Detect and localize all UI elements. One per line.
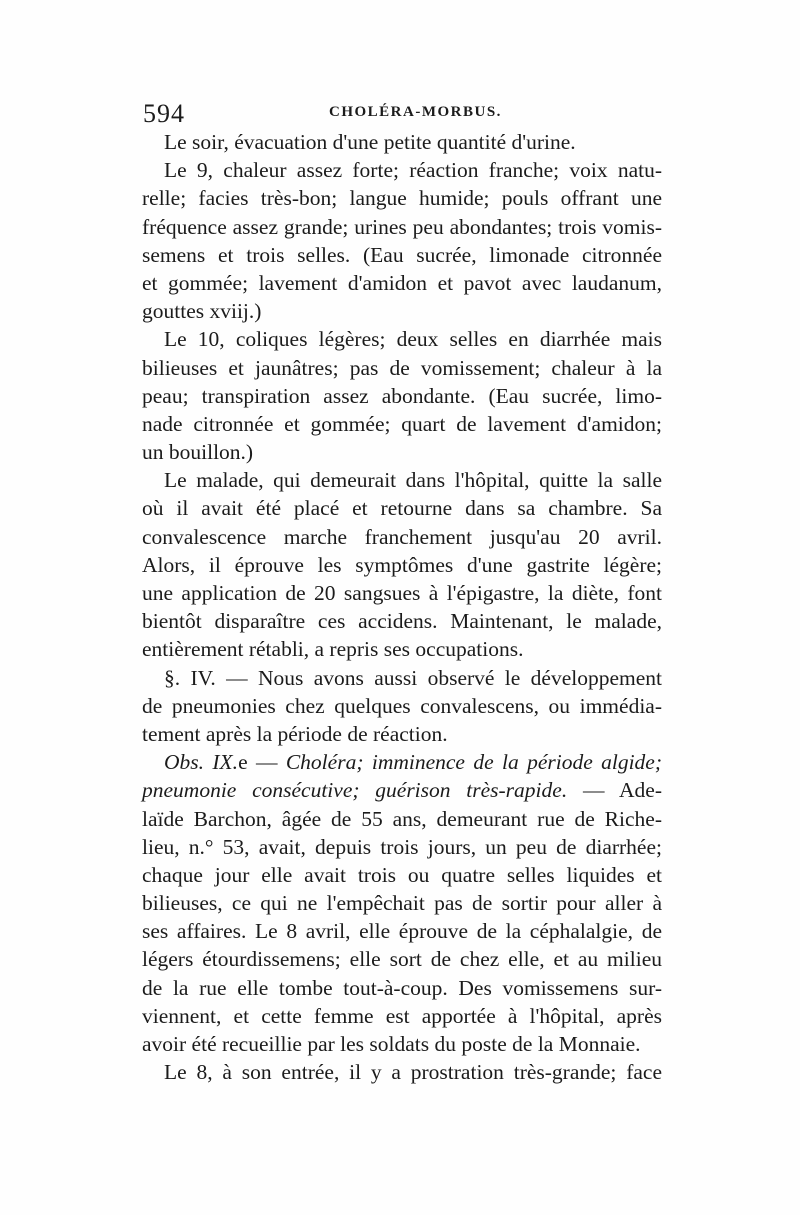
text-line: chaque jour elle avait trois ou quatre selles liquides et xyxy=(142,862,662,887)
text-line: bilieuses, ce qui ne l'empêchait pas de sortir pour aller à xyxy=(142,891,662,916)
text-line: Le soir, évacuation d'une petite quantité d'urine. xyxy=(164,130,576,154)
text-line: Le 8, à son entrée, il y a prostration très-grande; face xyxy=(164,1060,662,1085)
text-line: §. IV. — Nous avons aussi observé le développement xyxy=(164,665,662,690)
text-line: de pneumonies chez quelques convalescens, ou immédia- xyxy=(142,693,662,718)
text-line: Le malade, qui demeurait dans l'hôpital, quitte la salle xyxy=(164,468,662,493)
body-text xyxy=(142,128,662,1086)
page-number: 594 xyxy=(143,99,185,128)
text-line: Le 10, coliques légères; deux selles en diarrhée mais xyxy=(164,327,662,352)
text-line: une application de 20 sangsues à l'épigastre, la diète, font xyxy=(142,581,662,605)
text-line: viennent, et cette femme est apportée à l'hôpital, après xyxy=(142,1003,662,1028)
text-line: de la rue elle tombe tout-à-coup. Des vomissemens sur- xyxy=(142,975,662,1000)
text-line: semens et trois selles. (Eau sucrée, limonade citronnée xyxy=(142,242,662,267)
text-line: tement après la période de réaction. xyxy=(142,721,448,746)
text-line: et gommée; lavement d'amidon et pavot avec laudanum, xyxy=(142,270,662,295)
text-line: entièrement rétabli, a repris ses occupations. xyxy=(142,637,524,662)
text-line: fréquence assez grande; urines peu abondantes; trois vomis- xyxy=(142,214,662,239)
text-line: gouttes xviij.) xyxy=(142,299,262,324)
page-header xyxy=(143,99,662,129)
text-line: bilieuses et jaunâtres; pas de vomissement; chaleur à la xyxy=(142,355,662,380)
italic-segment: pneumonie consécutive; guérison très-rapide. xyxy=(142,778,568,803)
text-line: bientôt disparaître ces accidens. Maintenant, le malade, xyxy=(142,609,662,634)
text-line xyxy=(142,748,662,776)
text-line: peau; transpiration assez abondante. (Eau sucrée, limo- xyxy=(142,383,662,408)
text-line: nade citronnée et gommée; quart de lavement d'amidon; xyxy=(142,411,662,436)
text-segment: e — xyxy=(238,750,286,775)
text-line xyxy=(142,776,662,804)
text-segment: — Ade- xyxy=(567,778,662,803)
text-line: avoir été recueillie par les soldats du poste de la Monnaie. xyxy=(142,1032,641,1056)
text-line: un bouillon.) xyxy=(142,440,254,465)
text-line: Alors, il éprouve les symptômes d'une gastrite légère; xyxy=(142,552,662,577)
text-line: laïde Barchon, âgée de 55 ans, demeurant rue de Riche- xyxy=(142,806,662,831)
text-line: lieu, n.° 53, avait, depuis trois jours, un peu de diarrhée; xyxy=(142,834,662,859)
text-line: où il avait été placé et retourne dans sa chambre. Sa xyxy=(142,496,662,521)
text-line: relle; facies très-bon; langue humide; pouls offrant une xyxy=(142,186,662,211)
text-line: Le 9, chaleur assez forte; réaction franche; voix natu- xyxy=(164,158,662,183)
text-line: légers étourdissemens; elle sort de chez elle, et au milieu xyxy=(142,947,662,972)
italic-segment: Obs. IX. xyxy=(164,750,239,775)
running-head: CHOLÉRA-MORBUS. xyxy=(329,104,502,120)
text-line: ses affaires. Le 8 avril, elle éprouve de la céphalalgie, de xyxy=(142,919,662,944)
text-line: convalescence marche franchement jusqu'au 20 avril. xyxy=(142,524,662,549)
italic-segment: Choléra; imminence de la période algide; xyxy=(285,750,663,775)
